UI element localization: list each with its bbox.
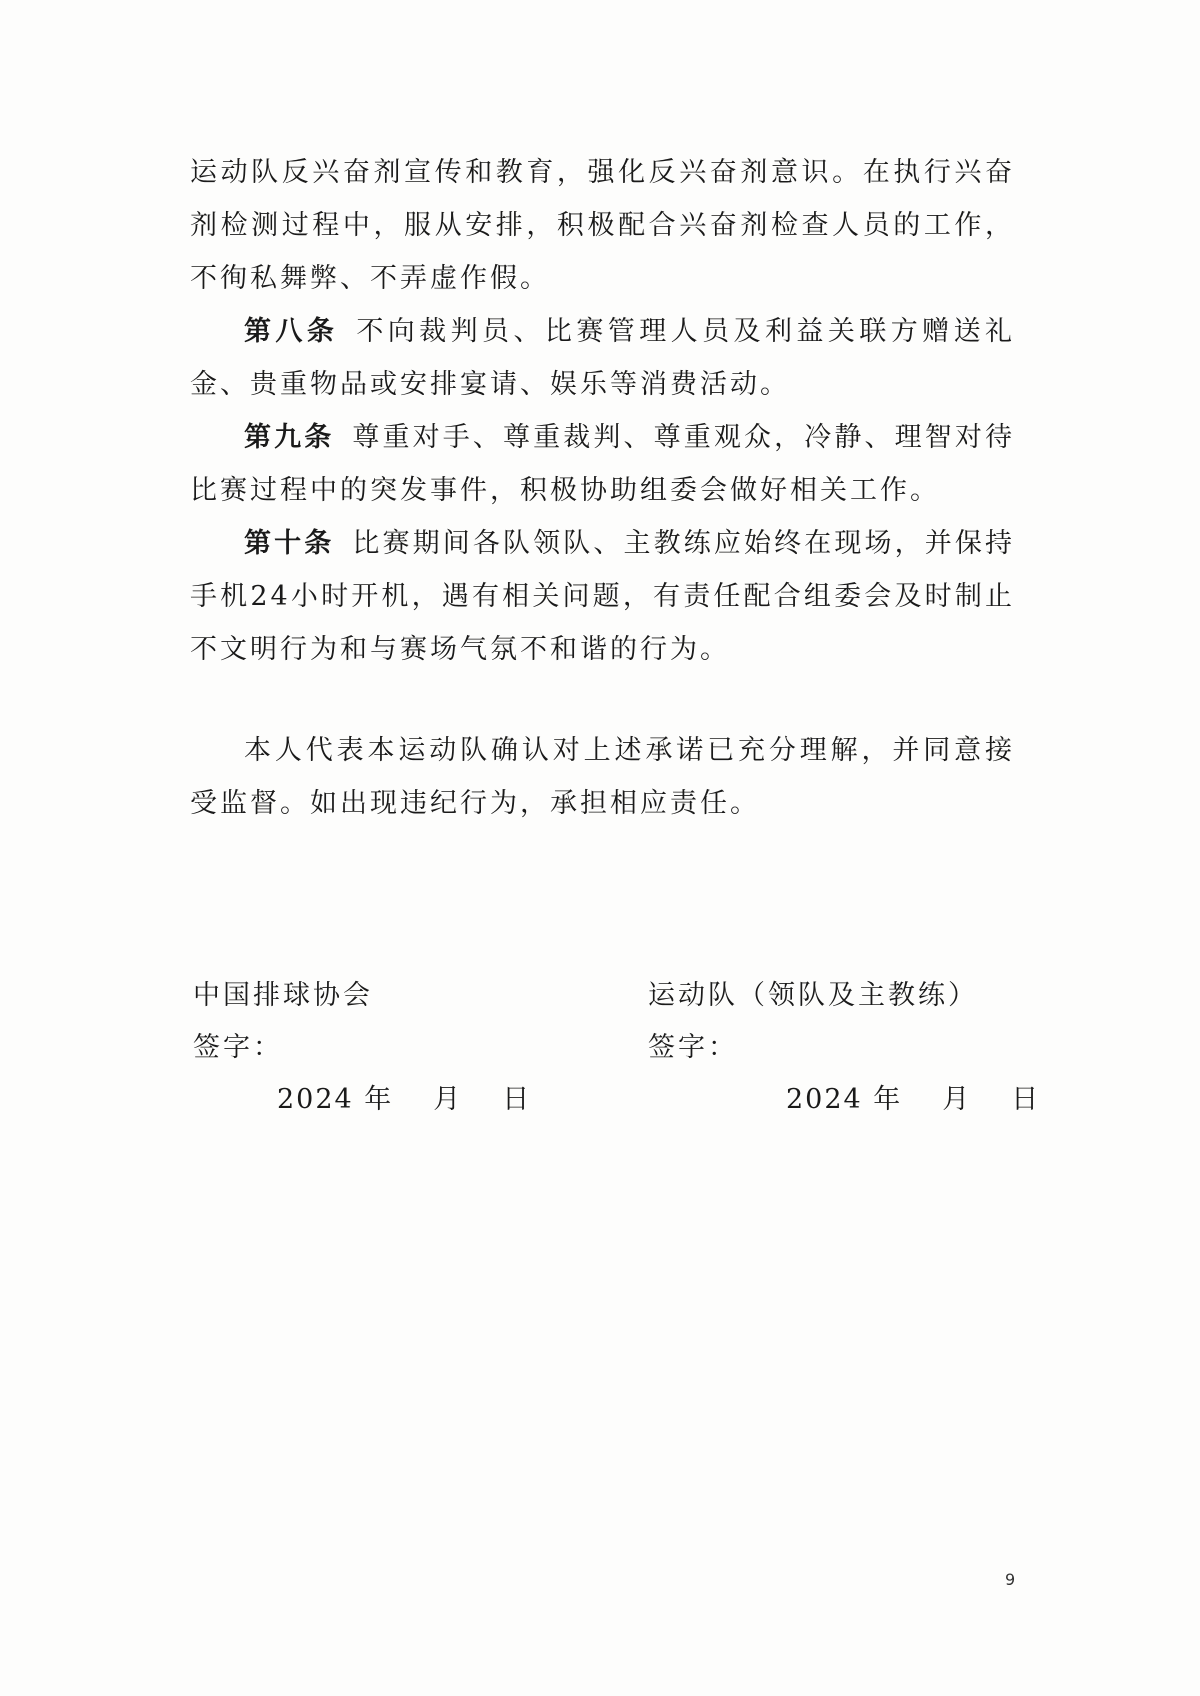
paragraph-continuation: 运动队反兴奋剂宣传和教育，强化反兴奋剂意识。在执行兴奋剂检测过程中，服从安排，积极配合兴奋剂检查人员的工作，不徇私舞弊、不弄虚作假。 — [190, 157, 1015, 294]
signature-date — [277, 1086, 531, 1113]
date-year: 2024 年 — [786, 1084, 903, 1115]
signature-organization: 中国排球协会 — [193, 980, 373, 1011]
document-body — [190, 146, 1015, 830]
page-number: 9 — [1005, 1570, 1016, 1589]
date-year: 2024 年 — [277, 1084, 394, 1115]
article-8-text: 不向裁判员、比赛管理人员及利益关联方赠送礼金、贵重物品或安排宴请、娱乐等消费活动。 — [190, 316, 1016, 400]
article-9 — [190, 411, 1015, 517]
signature-label: 签字： — [648, 1032, 738, 1063]
article-10-heading: 第十条 — [244, 528, 335, 559]
signature-organization: 运动队（领队及主教练） — [648, 980, 978, 1011]
date-day: 日 — [1011, 1084, 1041, 1115]
article-9-text: 尊重对手、尊重裁判、尊重观众，冷静、理智对待比赛过程中的突发事件，积极协助组委会做好相关工作。 — [190, 422, 1015, 506]
signature-label: 签字： — [193, 1032, 283, 1063]
article-8-heading: 第八条 — [244, 316, 339, 347]
date-month: 月 — [942, 1084, 972, 1115]
date-day: 日 — [502, 1084, 532, 1115]
paragraph-gap — [190, 676, 1015, 724]
signature-date — [786, 1086, 1040, 1113]
article-9-heading: 第九条 — [244, 422, 335, 453]
date-month: 月 — [433, 1084, 463, 1115]
article-8 — [190, 305, 1015, 411]
confirmation-statement: 本人代表本运动队确认对上述承诺已充分理解，并同意接受监督。如出现违纪行为，承担相应责任。 — [190, 735, 1015, 819]
article-10 — [190, 517, 1015, 676]
article-10-text: 比赛期间各队领队、主教练应始终在现场，并保持手机24小时开机，遇有相关问题，有责任配合组委会及时制止不文明行为和与赛场气氛不和谐的行为。 — [190, 528, 1015, 665]
